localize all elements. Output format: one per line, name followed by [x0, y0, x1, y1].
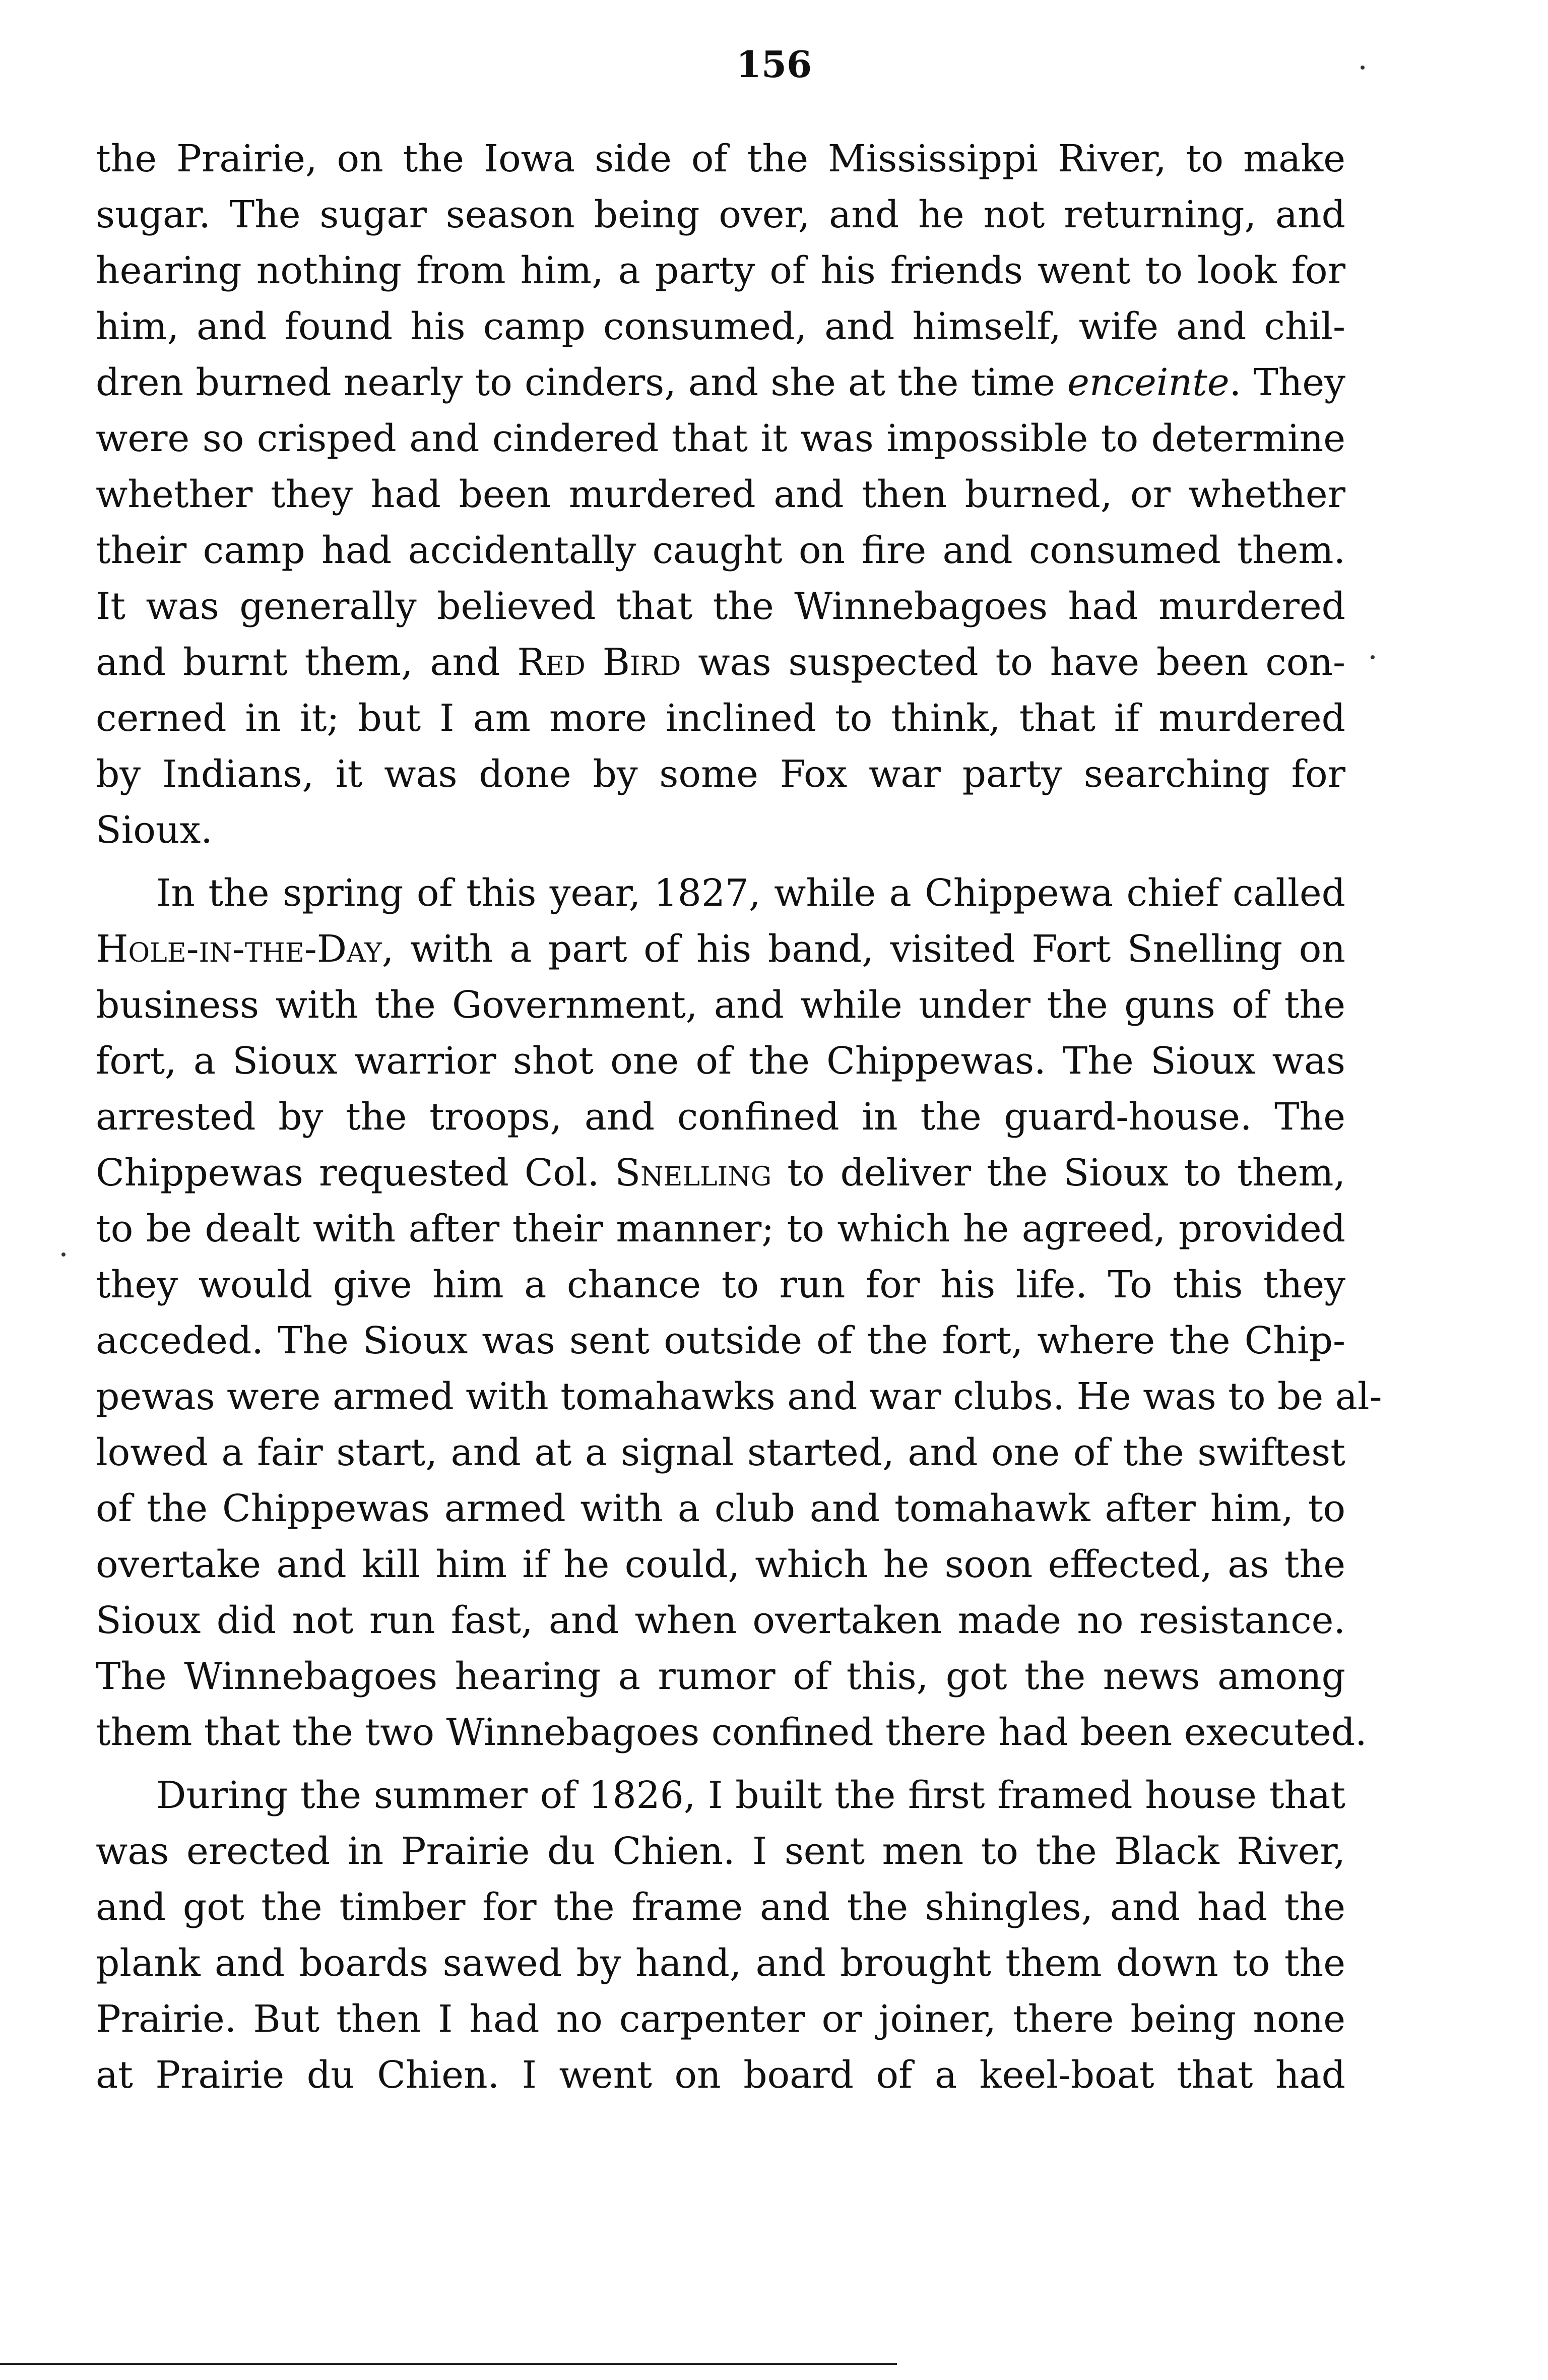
print-speck: [1371, 655, 1375, 659]
text-run: acceded. The Sioux was sent outside of the fort, where the Chip-: [96, 1319, 1345, 1362]
text-run: Hole-in-the-Day: [96, 927, 382, 971]
text-run: sugar. The sugar season being over, and he not returning, and: [96, 193, 1345, 236]
text-run: Snelling: [615, 1151, 772, 1195]
text-run: was suspected to have been con-: [681, 641, 1345, 684]
text-line: [96, 1313, 1345, 1369]
body-text: [96, 131, 1382, 2103]
text-line: [96, 1425, 1345, 1481]
text-run: to deliver the Sioux to them,: [771, 1151, 1345, 1195]
text-line: [96, 1991, 1345, 2047]
text-run: of the Chippewas armed with a club and tomahawk after him, to: [96, 1487, 1345, 1530]
text-run: by Indians, it was done by some Fox war party searching for: [96, 753, 1345, 796]
text-line: [96, 355, 1345, 411]
text-line: [96, 1145, 1345, 1201]
text-run: pewas were armed with tomahawks and war clubs. He was to be al-: [96, 1375, 1382, 1418]
text-run: the Prairie, on the Iowa side of the Mississippi River, to make: [96, 137, 1345, 180]
text-run: to be dealt with after their manner; to which he agreed, provided: [96, 1207, 1345, 1250]
text-run: lowed a fair start, and at a signal started, and one of the swiftest: [96, 1431, 1345, 1474]
text-line: [96, 1824, 1345, 1880]
text-line: [96, 1649, 1345, 1705]
text-line: [96, 2047, 1345, 2103]
text-line: [96, 1257, 1345, 1313]
text-run: hearing nothing from him, a party of his friends went to look for: [96, 249, 1345, 292]
text-line: [96, 579, 1345, 635]
text-run: The Winnebagoes hearing a rumor of this, got the news among: [96, 1655, 1345, 1698]
paragraph: [96, 1768, 1345, 2103]
text-line: [96, 1481, 1345, 1537]
text-line: [96, 1935, 1345, 1991]
text-run: plank and boards sawed by hand, and brought them down to the: [96, 1941, 1345, 1985]
text-line: [96, 411, 1345, 467]
text-run: him, and found his camp consumed, and himself, wife and chil-: [96, 305, 1345, 348]
text-run: dren burned nearly to cinders, and she at the time: [96, 361, 1068, 404]
text-run: arrested by the troops, and confined in the guard-house. The: [96, 1095, 1345, 1139]
text-line: [96, 1705, 1367, 1761]
text-run: Red Bird: [517, 641, 681, 684]
bottom-rule: [0, 2363, 897, 2365]
text-run: were so crisped and cindered that it was impossible to determine: [96, 417, 1345, 460]
text-run: enceinte: [1067, 361, 1230, 404]
text-run: Chippewas requested Col.: [96, 1151, 615, 1195]
text-run: In the spring of this year, 1827, while a Chippewa chief called: [156, 871, 1345, 915]
print-speck: [1361, 66, 1365, 70]
text-run: . They: [1229, 361, 1345, 404]
text-line: [96, 746, 1345, 802]
text-line: [96, 523, 1345, 579]
text-run: , with a part of his band, visited Fort Snelling on: [381, 927, 1345, 971]
text-run: overtake and kill him if he could, which he soon effected, as the: [96, 1543, 1345, 1586]
text-line: [96, 1593, 1345, 1649]
text-line: [96, 1537, 1345, 1593]
text-line: [96, 299, 1345, 355]
text-run: at Prairie du Chien. I went on board of a keel-boat that had: [96, 2053, 1345, 2097]
text-run: cerned in it; but I am more inclined to think, that if murdered: [96, 697, 1345, 740]
text-run: During the summer of 1826, I built the first framed house that: [156, 1774, 1345, 1817]
text-line: [96, 131, 1345, 187]
text-run: Sioux did not run fast, and when overtaken made no resistance.: [96, 1599, 1345, 1642]
paragraph: [96, 865, 1382, 1761]
text-run: was erected in Prairie du Chien. I sent men to the Black River,: [96, 1830, 1345, 1873]
text-line: [96, 1201, 1345, 1257]
text-line: [96, 1880, 1345, 1935]
text-line: [96, 635, 1345, 691]
text-line: [96, 1768, 1345, 1824]
paragraph: [96, 131, 1345, 858]
text-run: their camp had accidentally caught on fire and consumed them.: [96, 529, 1345, 572]
text-line: [96, 865, 1345, 921]
text-line: [96, 187, 1345, 243]
text-line: [96, 1089, 1345, 1145]
text-run: and burnt them, and: [96, 641, 518, 684]
text-run: It was generally believed that the Winnebagoes had murdered: [96, 585, 1345, 628]
text-line: [96, 691, 1345, 746]
text-line: [96, 921, 1345, 977]
text-run: they would give him a chance to run for his life. To this they: [96, 1263, 1345, 1306]
text-run: Sioux.: [96, 808, 213, 852]
text-run: Prairie. But then I had no carpenter or joiner, there being none: [96, 1997, 1345, 2041]
text-run: them that the two Winnebagoes confined there had been executed.: [96, 1711, 1367, 1754]
text-line: [96, 467, 1345, 523]
text-line: [96, 977, 1345, 1033]
text-run: and got the timber for the frame and the shingles, and had the: [96, 1886, 1345, 1929]
page-number: 156: [736, 43, 812, 86]
text-run: whether they had been murdered and then burned, or whether: [96, 473, 1345, 516]
text-line: [96, 1033, 1345, 1089]
text-run: fort, a Sioux warrior shot one of the Chippewas. The Sioux was: [96, 1039, 1345, 1083]
text-line: [96, 1369, 1382, 1425]
text-line: [96, 802, 1345, 858]
print-speck: [61, 1252, 66, 1257]
text-line: [96, 243, 1345, 299]
text-run: business with the Government, and while under the guns of the: [96, 983, 1345, 1027]
